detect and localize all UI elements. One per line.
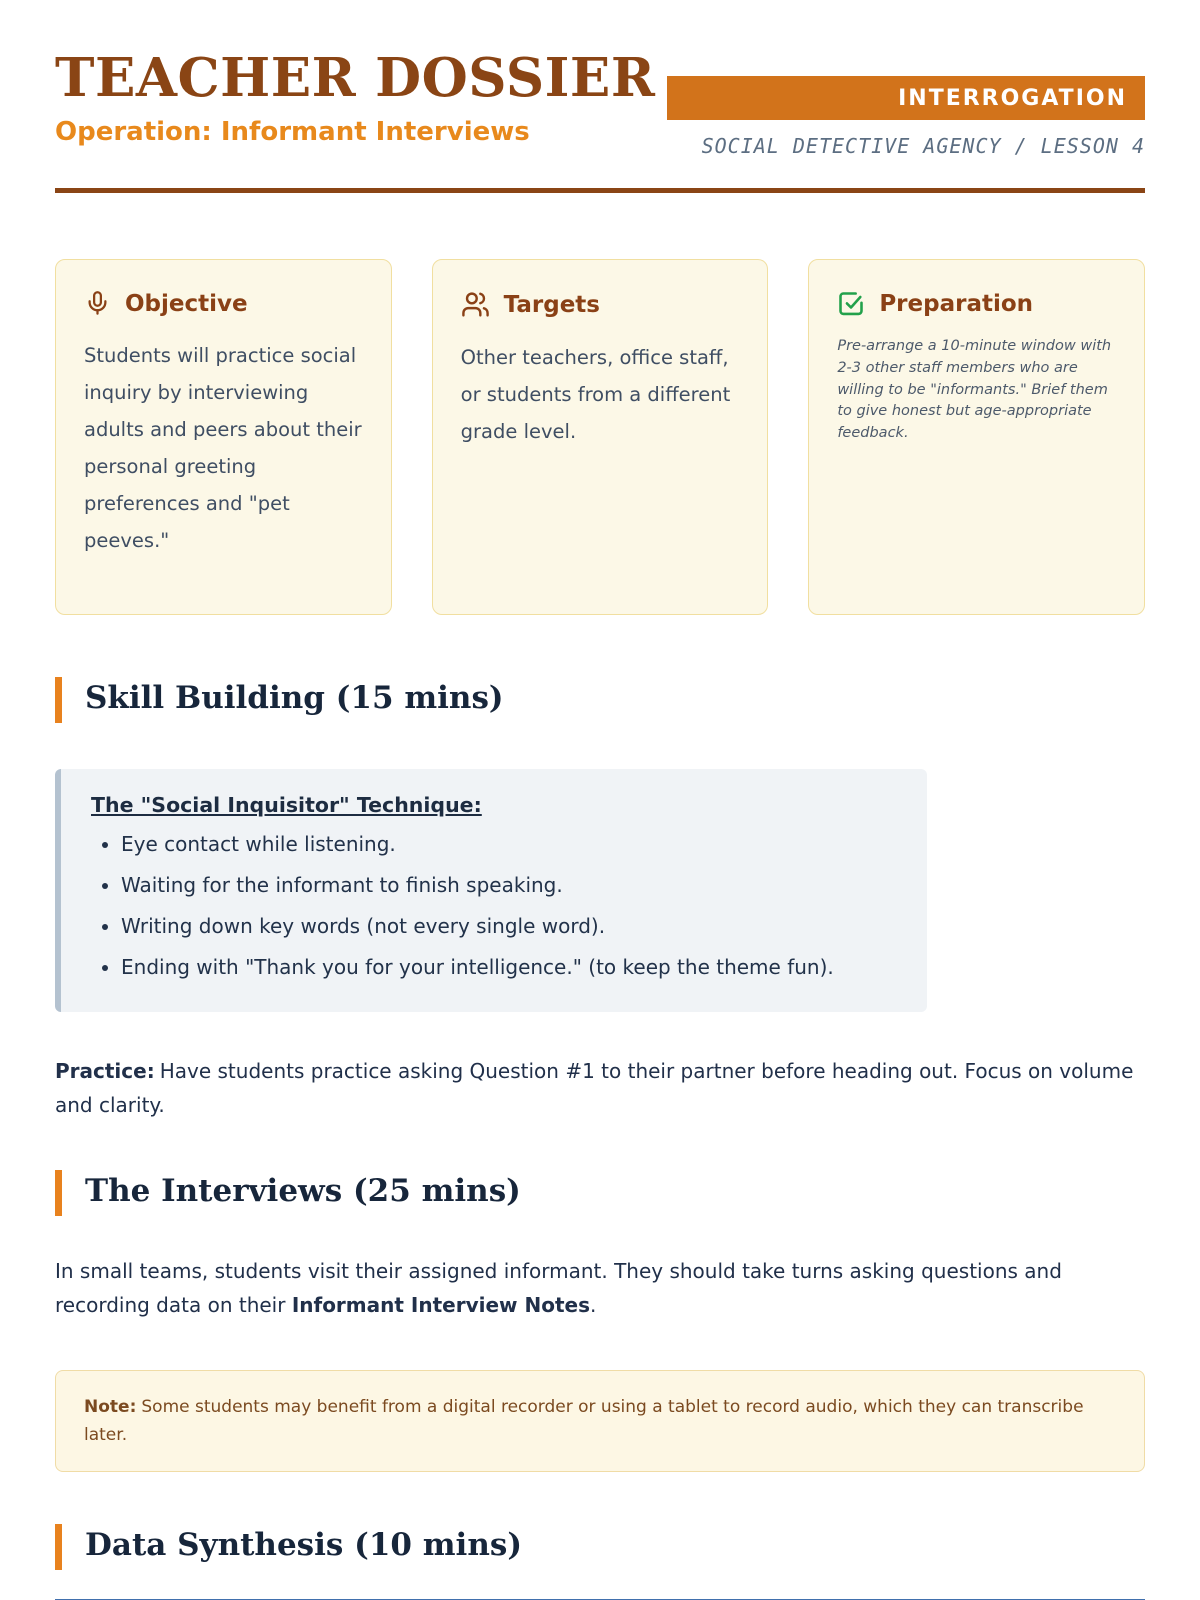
header-right — [667, 76, 1145, 158]
section-heading-skill-building: Skill Building (15 mins) — [55, 677, 1145, 723]
technique-bullet-item: • Eye contact while listening. — [121, 830, 897, 858]
section-heading-data-synthesis: Data Synthesis (10 mins) — [55, 1524, 1145, 1570]
interrogation-badge: INTERROGATION — [667, 76, 1145, 120]
interviews-text-before: In small teams, students visit their assigned informant. They should take turns asking questions and recording data on their — [55, 1259, 1062, 1317]
preparation-card-body: Pre-arrange a 10-minute window with 2-3 other staff members who are willing to be "informants." Brief them to give honest but age-appropriate feedback. — [837, 338, 1112, 441]
info-cards-row — [55, 259, 1145, 615]
microphone-icon — [84, 290, 111, 317]
objective-card — [55, 259, 392, 615]
interviews-text-bold: Informant Interview Notes — [291, 1293, 590, 1317]
targets-card-header — [461, 290, 740, 319]
technique-bullet-item: • Ending with "Thank you for your intelligence." (to keep the theme fun). — [121, 953, 897, 981]
preparation-card-header — [837, 290, 1116, 318]
targets-card-title: Targets — [503, 291, 600, 318]
header-divider — [55, 188, 1145, 193]
interviews-paragraph — [55, 1254, 1145, 1322]
practice-paragraph — [55, 1054, 1145, 1122]
preparation-card-title: Preparation — [879, 291, 1034, 317]
objective-card-body: Students will practice social inquiry by interviewing adults and peers about their personal greeting preferences and "pet peeves." — [84, 344, 362, 553]
preparation-card — [808, 259, 1145, 615]
targets-card-body: Other teachers, office staff, or students from a different grade level. — [460, 346, 731, 444]
technique-bullet-list — [91, 830, 897, 981]
section-heading-interviews: The Interviews (25 mins) — [55, 1170, 1145, 1216]
targets-card — [432, 259, 769, 615]
agency-lesson-line: SOCIAL DETECTIVE AGENCY / LESSON 4 — [701, 134, 1145, 158]
note-label: Note: — [84, 1397, 137, 1417]
note-box — [55, 1370, 1145, 1472]
practice-label: Practice: — [55, 1059, 155, 1083]
objective-card-title: Objective — [125, 290, 248, 317]
objective-card-header — [84, 290, 363, 317]
technique-bullet-item: • Writing down key words (not every single word). — [121, 912, 897, 940]
users-icon — [461, 290, 490, 319]
interviews-text-after: . — [589, 1293, 597, 1317]
technique-callout — [55, 769, 927, 1012]
page-title: TEACHER DOSSIER — [55, 47, 656, 109]
header-left — [55, 47, 656, 147]
checkbox-icon — [837, 290, 865, 318]
page-subtitle: Operation: Informant Interviews — [55, 117, 530, 147]
header — [55, 47, 1145, 158]
note-text: Some students may benefit from a digital recorder or using a tablet to record audio, which they can transcribe later. — [84, 1397, 1084, 1446]
technique-bullet-item: • Waiting for the informant to finish speaking. — [121, 871, 897, 899]
technique-callout-title: The "Social Inquisitor" Technique: — [91, 793, 482, 817]
practice-text: Have students practice asking Question #1 to their partner before heading out. Focus on volume and clarity. — [55, 1059, 1134, 1117]
